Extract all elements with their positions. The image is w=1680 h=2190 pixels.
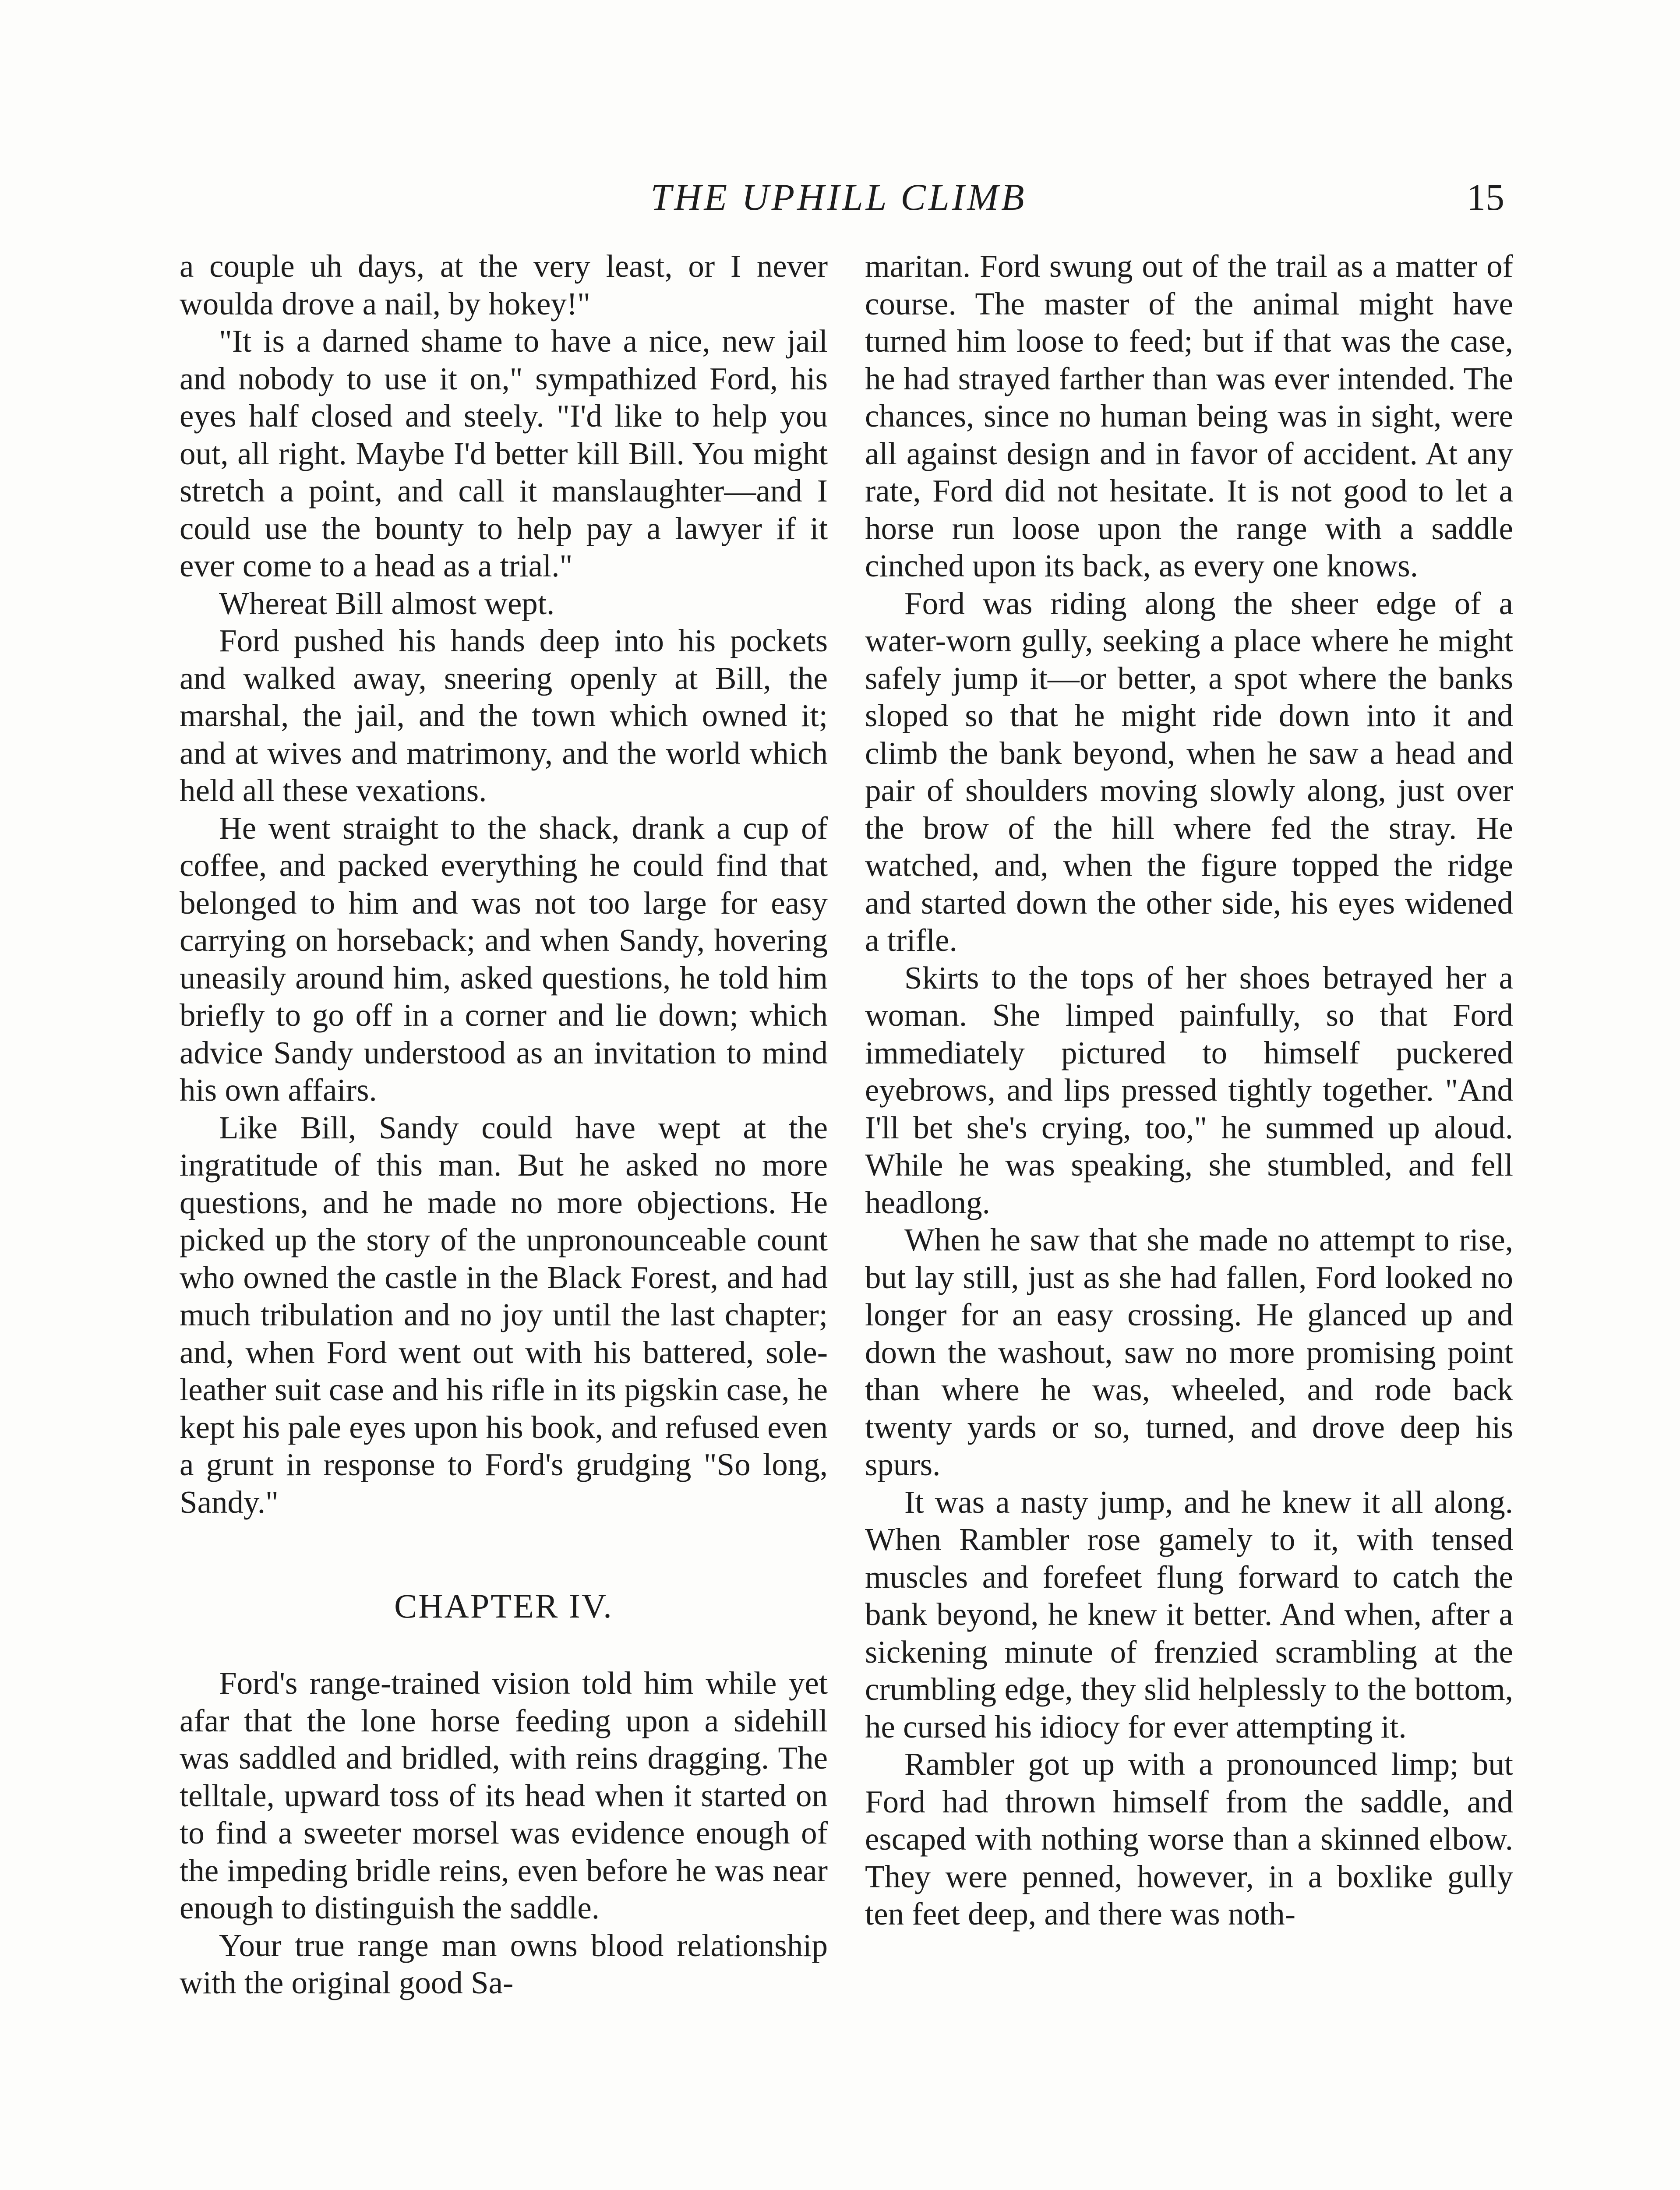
- paragraph: "It is a darned shame to have a nice, new jail and nobody to use it on," sympathized Ford, his eyes half closed and steely. "I'd like to help you out, all right. Maybe I'd better kill Bill. You might stretch a point, and call it manslaughter—and I could use the bounty to help pay a lawyer if it ever come to a head as a trial.": [180, 323, 828, 583]
- chapter-heading: CHAPTER IV.: [394, 1587, 613, 1625]
- paragraph: Your true range man owns blood relationship with the original good Sa-: [180, 1927, 828, 2000]
- running-head: THE UPHILL CLIMB: [650, 176, 1027, 218]
- paragraph: Skirts to the tops of her shoes betrayed her a woman. She limped painfully, so that Ford immediately pictured to himself puckered eyebrows, and lips pressed tightly together. "And I'll bet she's crying, too," he summed up aloud. While he was speaking, she stumbled, and fell headlong.: [865, 960, 1513, 1220]
- paragraph: He went straight to the shack, drank a cup of coffee, and packed everything he could find that belonged to him and was not too large for easy carrying on horseback; and when Sandy, hovering uneasily around him, asked questions, he told him briefly to go off in a corner and lie down; which advice Sandy understood as an invitation to mind his own affairs.: [180, 810, 828, 1108]
- paragraph: It was a nasty jump, and he knew it all along. When Rambler rose gamely to it, with tensed muscles and forefeet flung forward to catch the bank beyond, he knew it better. And when, after a sickening minute of frenzied scrambling at the crumbling edge, they slid helplessly to the bottom, he cursed his idiocy for ever attempting it.: [865, 1484, 1513, 1745]
- paragraph: Rambler got up with a pronounced limp; but Ford had thrown himself from the saddle, and escaped with nothing worse than a skinned elbow. They were penned, however, in a boxlike gully ten feet deep, and there was noth-: [865, 1746, 1513, 1932]
- paragraph: When he saw that she made no attempt to rise, but lay still, just as she had fallen, Ford looked no longer for an easy crossing. He glanced up and down the washout, saw no more promising point than where he was, wheeled, and rode back twenty yards or so, turned, and drove deep his spurs.: [865, 1222, 1513, 1482]
- paragraph: Ford's range-trained vision told him while yet afar that the lone horse feeding upon a sidehill was saddled and bridled, with reins dragging. The telltale, upward toss of its head when it started on to find a sweeter morsel was evidence enough of the impeding bridle reins, even before he was near enough to distinguish the saddle.: [180, 1665, 828, 1925]
- paragraph: maritan. Ford swung out of the trail as a matter of course. The master of the animal might have turned him loose to feed; but if that was the case, he had strayed farther than was ever intended. The chances, since no human being was in sight, were all against design and in favor of accident. At any rate, Ford did not hesitate. It is not good to let a horse run loose upon the range with a saddle cinched upon its back, as every one knows.: [865, 248, 1513, 583]
- paragraph: Ford was riding along the sheer edge of a water-worn gully, seeking a place where he might safely jump it—or better, a spot where the banks sloped so that he might ride down into it and climb the bank beyond, when he saw a head and pair of shoulders moving slowly along, just over the brow of the hill where fed the stray. He watched, and, when the figure topped the ridge and started down the other side, his eyes widened a trifle.: [865, 585, 1513, 958]
- paragraph: a couple uh days, at the very least, or I never woulda drove a nail, by hokey!": [180, 248, 828, 321]
- paragraph: Like Bill, Sandy could have wept at the ingratitude of this man. But he asked no more questions, and he made no more objections. He picked up the story of the unpronounceable count who owned the castle in the Black Forest, and had much tribulation and no joy until the last chapter; and, when Ford went out with his battered, sole-leather suit case and his rifle in its pigskin case, he kept his pale eyes upon his book, and refused even a grunt in response to Ford's grudging "So long, Sandy.": [180, 1109, 828, 1520]
- paragraph: Whereat Bill almost wept.: [219, 585, 555, 621]
- right-column: [865, 247, 1513, 1933]
- paragraph: Ford pushed his hands deep into his pockets and walked away, sneering openly at Bill, the marshal, the jail, and the town which owned it; and at wives and matrimony, and the world which held all these vexations.: [180, 623, 828, 808]
- left-column: [180, 247, 828, 2002]
- page-number: 15: [1467, 176, 1504, 218]
- page-header: [173, 166, 1504, 228]
